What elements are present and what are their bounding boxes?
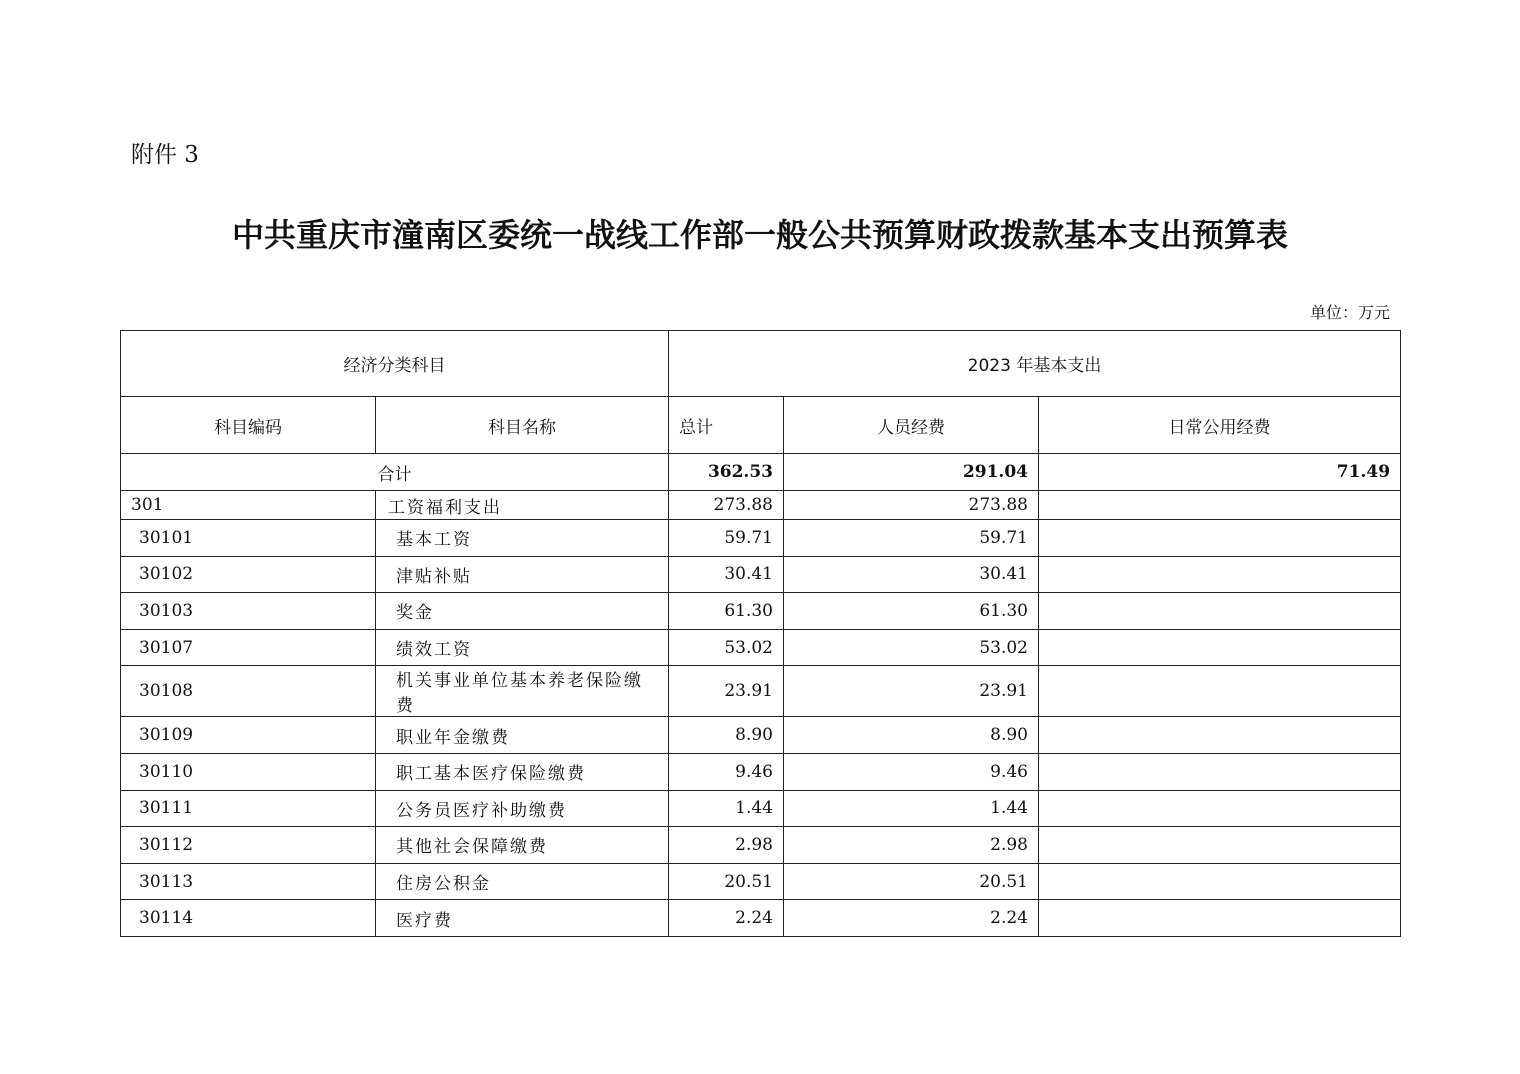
row-name: 机关事业单位基本养老保险缴费: [376, 666, 669, 717]
table-row: [121, 863, 1401, 900]
row-code: 30109: [121, 717, 376, 754]
row-code: 30102: [121, 556, 376, 593]
row-total: 61.30: [669, 593, 784, 630]
row-code: 30113: [121, 863, 376, 900]
header-name: 科目名称: [376, 397, 669, 454]
header-code: 科目编码: [121, 397, 376, 454]
row-total: 20.51: [669, 863, 784, 900]
row-code: 30112: [121, 827, 376, 864]
row-total: 9.46: [669, 753, 784, 790]
row-personnel: 30.41: [784, 556, 1039, 593]
header-total: 总计: [669, 397, 784, 454]
total-personnel: 291.04: [784, 454, 1039, 491]
row-personnel: 9.46: [784, 753, 1039, 790]
row-public: [1039, 491, 1401, 520]
row-public: [1039, 629, 1401, 666]
row-personnel: 23.91: [784, 666, 1039, 717]
total-label: 合计: [121, 454, 669, 491]
row-code: 30101: [121, 520, 376, 557]
total-row: [121, 454, 1401, 491]
table-row: [121, 520, 1401, 557]
row-code: 30114: [121, 900, 376, 937]
table-row: [121, 629, 1401, 666]
row-public: [1039, 753, 1401, 790]
header-public: 日常公用经费: [1039, 397, 1401, 454]
row-personnel: 8.90: [784, 717, 1039, 754]
row-public: [1039, 556, 1401, 593]
row-public: [1039, 900, 1401, 937]
row-public: [1039, 593, 1401, 630]
table-row: [121, 827, 1401, 864]
row-public: [1039, 827, 1401, 864]
row-name: 基本工资: [376, 520, 669, 557]
table-row: [121, 717, 1401, 754]
row-personnel: 59.71: [784, 520, 1039, 557]
row-code: 30107: [121, 629, 376, 666]
row-name: 绩效工资: [376, 629, 669, 666]
header-row-2: [121, 397, 1401, 454]
page-title: 中共重庆市潼南区委统一战线工作部一般公共预算财政拨款基本支出预算表: [231, 216, 1288, 254]
row-public: [1039, 520, 1401, 557]
row-total: 2.98: [669, 827, 784, 864]
table-row: [121, 753, 1401, 790]
row-personnel: 2.24: [784, 900, 1039, 937]
header-year-basic: 2023 年基本支出: [669, 331, 1401, 397]
row-code: 30110: [121, 753, 376, 790]
row-total: 8.90: [669, 717, 784, 754]
row-personnel: 53.02: [784, 629, 1039, 666]
row-personnel: 61.30: [784, 593, 1039, 630]
row-total: 2.24: [669, 900, 784, 937]
row-name: 公务员医疗补助缴费: [376, 790, 669, 827]
header-row-1: [121, 331, 1401, 397]
row-name: 职工基本医疗保险缴费: [376, 753, 669, 790]
total-total: 362.53: [669, 454, 784, 491]
table-row: [121, 593, 1401, 630]
row-total: 30.41: [669, 556, 784, 593]
row-total: 53.02: [669, 629, 784, 666]
row-code: 30103: [121, 593, 376, 630]
table-row: [121, 491, 1401, 520]
row-total: 23.91: [669, 666, 784, 717]
row-public: [1039, 863, 1401, 900]
attachment-label: 附件 3: [131, 142, 199, 168]
header-econ-category: 经济分类科目: [121, 331, 669, 397]
total-public: 71.49: [1039, 454, 1401, 491]
table-row: [121, 556, 1401, 593]
row-name: 职业年金缴费: [376, 717, 669, 754]
row-total: 1.44: [669, 790, 784, 827]
table-row: [121, 900, 1401, 937]
row-personnel: 2.98: [784, 827, 1039, 864]
unit-label: 单位：万元: [1309, 303, 1390, 322]
row-name: 津贴补贴: [376, 556, 669, 593]
row-total: 59.71: [669, 520, 784, 557]
header-personnel: 人员经费: [784, 397, 1039, 454]
row-public: [1039, 666, 1401, 717]
table-row: [121, 666, 1401, 717]
row-public: [1039, 790, 1401, 827]
row-name: 工资福利支出: [376, 491, 669, 520]
row-code: 30111: [121, 790, 376, 827]
row-total: 273.88: [669, 491, 784, 520]
row-code: 30108: [121, 666, 376, 717]
row-personnel: 273.88: [784, 491, 1039, 520]
row-personnel: 20.51: [784, 863, 1039, 900]
row-name: 其他社会保障缴费: [376, 827, 669, 864]
row-personnel: 1.44: [784, 790, 1039, 827]
row-name: 住房公积金: [376, 863, 669, 900]
row-name: 医疗费: [376, 900, 669, 937]
row-code: 301: [121, 491, 376, 520]
budget-table: [120, 330, 1401, 937]
table-row: [121, 790, 1401, 827]
row-public: [1039, 717, 1401, 754]
row-name: 奖金: [376, 593, 669, 630]
